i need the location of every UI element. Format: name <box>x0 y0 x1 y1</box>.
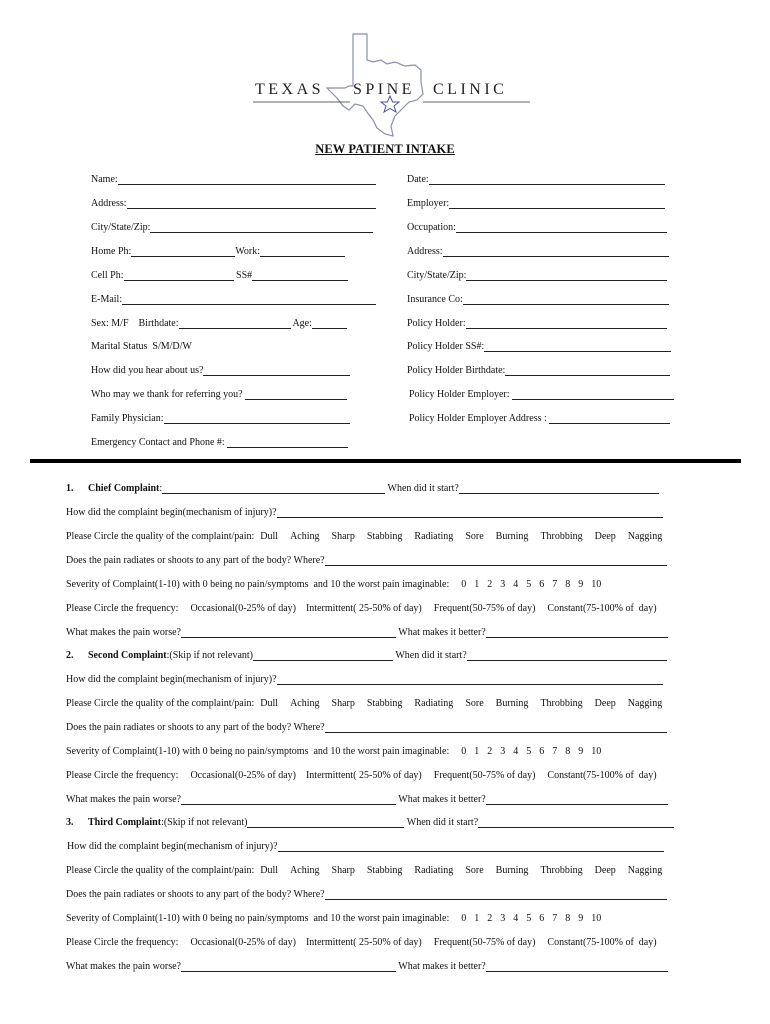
better-line[interactable] <box>486 627 668 638</box>
severity-row <box>66 910 601 924</box>
quality-option-stabbing[interactable]: Stabbing <box>366 698 403 709</box>
radiate-label: Does the pain radiates or shoots to any part of the body? Where? <box>66 555 325 566</box>
quality-option-stabbing[interactable]: Stabbing <box>366 531 403 542</box>
insurance-field <box>407 243 669 257</box>
frequency-row <box>66 600 657 614</box>
when-started-label: When did it start? <box>393 650 467 661</box>
insurance-field <box>407 219 667 233</box>
quality-row <box>66 862 662 876</box>
quality-option-deep[interactable]: Deep <box>594 865 616 876</box>
mechanism-label: How did the complaint begin(mechanism of injury)? <box>66 507 277 518</box>
field-input-line[interactable] <box>463 294 669 305</box>
patient-field <box>91 291 376 305</box>
patient-field <box>91 243 345 257</box>
severity-label: Severity of Complaint(1-10) with 0 being no pain/symptoms and 10 the worst pain imaginable: <box>66 746 450 757</box>
field-label: Insurance Co: <box>407 294 463 305</box>
start-date-line[interactable] <box>467 650 667 661</box>
insurance-field <box>407 362 670 376</box>
quality-option-throbbing[interactable]: Throbbing <box>540 531 583 542</box>
quality-option-dull[interactable]: Dull <box>260 865 279 876</box>
severity-option-8[interactable]: 8 <box>565 913 571 924</box>
quality-option-deep[interactable]: Deep <box>594 531 616 542</box>
field-label: Age: <box>290 318 312 329</box>
complaint-title: Second Complaint <box>88 650 167 661</box>
frequency-option-1[interactable]: Occasional(0-25% of day) <box>190 770 296 781</box>
mechanism-label: How did the complaint begin(mechanism of injury)? <box>67 841 278 852</box>
worse-better-row <box>66 624 668 638</box>
radiate-label: Does the pain radiates or shoots to any part of the body? Where? <box>66 722 325 733</box>
quality-option-aching[interactable]: Aching <box>290 531 320 542</box>
quality-option-throbbing[interactable]: Throbbing <box>540 865 583 876</box>
worse-line[interactable] <box>181 794 396 805</box>
start-date-line[interactable] <box>478 817 674 828</box>
mechanism-label: How did the complaint begin(mechanism of injury)? <box>66 674 277 685</box>
field-input-line[interactable] <box>443 246 669 257</box>
field-label: Sex: M/F Birthdate: <box>91 318 179 329</box>
clinic-name-clinic: CLINIC <box>433 81 508 98</box>
complaint-header <box>66 647 667 661</box>
mechanism-row <box>66 504 663 518</box>
severity-label: Severity of Complaint(1-10) with 0 being no pain/symptoms and 10 the worst pain imaginable: <box>66 913 450 924</box>
when-started-label: When did it start? <box>404 817 479 828</box>
severity-option-7[interactable]: 7 <box>552 746 558 757</box>
severity-option-10[interactable]: 10 <box>591 746 602 757</box>
when-started-label: When did it start? <box>385 483 459 494</box>
field-label: Emergency Contact and Phone #: <box>91 437 228 448</box>
quality-row <box>66 695 662 709</box>
field-label: Date: <box>407 174 429 185</box>
texas-spine-clinic-logo <box>245 30 540 140</box>
severity-option-2[interactable]: 2 <box>487 579 493 590</box>
complaint-title: Third Complaint <box>88 817 162 828</box>
field-input-line[interactable] <box>260 246 345 257</box>
severity-option-7[interactable]: 7 <box>552 913 558 924</box>
frequency-option-4[interactable]: Constant(75-100% of day) <box>547 770 657 781</box>
section-divider <box>30 459 741 463</box>
field-input-line[interactable] <box>179 318 291 329</box>
radiate-line[interactable] <box>325 889 667 900</box>
frequency-option-4[interactable]: Constant(75-100% of day) <box>547 937 657 948</box>
quality-option-nagging[interactable]: Nagging <box>627 865 663 876</box>
frequency-option-4[interactable]: Constant(75-100% of day) <box>547 603 657 614</box>
field-label: SS# <box>233 270 253 281</box>
field-input-line[interactable] <box>549 413 670 424</box>
quality-option-radiating[interactable]: Radiating <box>414 531 454 542</box>
quality-option-sore[interactable]: Sore <box>465 698 484 709</box>
field-label: Policy Holder: <box>407 318 466 329</box>
field-input-line[interactable] <box>131 246 235 257</box>
mechanism-line[interactable] <box>278 841 664 852</box>
patient-field <box>91 219 373 233</box>
field-label: Employer: <box>407 198 450 209</box>
field-input-line[interactable] <box>164 413 350 424</box>
radiate-row <box>66 719 667 733</box>
severity-option-5[interactable]: 5 <box>526 579 532 590</box>
worse-line[interactable] <box>181 961 396 972</box>
better-label: What makes it better? <box>395 961 486 972</box>
radiate-row <box>66 552 667 566</box>
field-label: Cell Ph: <box>91 270 124 281</box>
frequency-row <box>66 934 657 948</box>
field-label: Policy Holder SS#: <box>407 341 485 352</box>
severity-option-2[interactable]: 2 <box>487 913 493 924</box>
insurance-field <box>407 291 669 305</box>
field-input-line[interactable] <box>150 222 373 233</box>
severity-option-6[interactable]: 6 <box>539 746 545 757</box>
field-input-line[interactable] <box>245 389 347 400</box>
field-input-line[interactable] <box>312 318 347 329</box>
field-input-line[interactable] <box>505 365 670 376</box>
field-label: Who may we thank for referring you? <box>91 389 246 400</box>
frequency-option-1[interactable]: Occasional(0-25% of day) <box>190 603 296 614</box>
quality-label: Please Circle the quality of the complaint/pain: <box>66 698 255 709</box>
field-label: Marital Status S/M/D/W <box>91 341 192 352</box>
severity-option-3[interactable]: 3 <box>500 746 506 757</box>
quality-label: Please Circle the quality of the complaint/pain: <box>66 865 255 876</box>
quality-option-sharp[interactable]: Sharp <box>331 698 355 709</box>
form-title: NEW PATIENT INTAKE <box>315 142 455 156</box>
field-input-line[interactable] <box>227 437 348 448</box>
insurance-field <box>407 315 667 329</box>
quality-option-sharp[interactable]: Sharp <box>331 865 355 876</box>
complaint-number: 1. <box>66 483 74 494</box>
severity-option-4[interactable]: 4 <box>513 579 519 590</box>
severity-option-8[interactable]: 8 <box>565 579 571 590</box>
patient-field <box>91 338 192 352</box>
severity-option-1[interactable]: 1 <box>474 579 480 590</box>
mechanism-row <box>67 838 664 852</box>
patient-field <box>91 171 376 185</box>
worse-line[interactable] <box>181 627 396 638</box>
worse-better-row <box>66 791 668 805</box>
severity-option-2[interactable]: 2 <box>487 746 493 757</box>
quality-option-burning[interactable]: Burning <box>495 865 529 876</box>
quality-label: Please Circle the quality of the complaint/pain: <box>66 531 255 542</box>
severity-option-5[interactable]: 5 <box>526 913 532 924</box>
insurance-field <box>409 410 670 424</box>
mechanism-row <box>66 671 663 685</box>
quality-row <box>66 528 662 542</box>
patient-field <box>91 386 347 400</box>
field-input-line[interactable] <box>466 318 667 329</box>
severity-option-9[interactable]: 9 <box>578 579 584 590</box>
severity-option-5[interactable]: 5 <box>526 746 532 757</box>
frequency-label: Please Circle the frequency: <box>66 603 179 614</box>
severity-option-0[interactable]: 0 <box>461 579 467 590</box>
severity-option-9[interactable]: 9 <box>578 913 584 924</box>
quality-option-nagging[interactable]: Nagging <box>627 531 663 542</box>
frequency-option-2[interactable]: Intermittent( 25-50% of day) <box>305 770 422 781</box>
severity-option-4[interactable]: 4 <box>513 746 519 757</box>
field-label: City/State/Zip: <box>91 222 151 233</box>
severity-option-6[interactable]: 6 <box>539 913 545 924</box>
quality-option-dull[interactable]: Dull <box>260 698 279 709</box>
field-label: Work: <box>235 246 261 257</box>
field-input-line[interactable] <box>127 198 376 209</box>
field-label: Home Ph: <box>91 246 132 257</box>
severity-label: Severity of Complaint(1-10) with 0 being no pain/symptoms and 10 the worst pain imaginable: <box>66 579 450 590</box>
quality-option-deep[interactable]: Deep <box>594 698 616 709</box>
frequency-row <box>66 767 657 781</box>
quality-option-radiating[interactable]: Radiating <box>414 698 454 709</box>
insurance-field <box>407 267 667 281</box>
field-label: How did you hear about us? <box>91 365 204 376</box>
complaint-suffix: : <box>159 483 163 494</box>
complaint-number: 3. <box>66 817 74 828</box>
field-input-line[interactable] <box>484 341 671 352</box>
complaint-description-line[interactable] <box>253 650 393 661</box>
quality-option-dull[interactable]: Dull <box>260 531 279 542</box>
field-input-line[interactable] <box>124 270 234 281</box>
patient-field <box>91 410 350 424</box>
quality-option-aching[interactable]: Aching <box>290 865 320 876</box>
field-label: E-Mail: <box>91 294 123 305</box>
complaint-description-line[interactable] <box>162 483 385 494</box>
field-label: City/State/Zip: <box>407 270 467 281</box>
field-label: Address: <box>91 198 127 209</box>
severity-row <box>66 576 601 590</box>
quality-option-sore[interactable]: Sore <box>465 531 484 542</box>
quality-option-sore[interactable]: Sore <box>465 865 484 876</box>
field-input-line[interactable] <box>512 389 674 400</box>
field-label: Policy Holder Employer Address : <box>409 413 550 424</box>
severity-option-3[interactable]: 3 <box>500 913 506 924</box>
severity-option-1[interactable]: 1 <box>474 746 480 757</box>
quality-option-radiating[interactable]: Radiating <box>414 865 454 876</box>
field-label: Policy Holder Employer: <box>409 389 513 400</box>
field-label: Address: <box>407 246 443 257</box>
frequency-label: Please Circle the frequency: <box>66 770 179 781</box>
complaint-suffix: :(Skip if not relevant) <box>161 817 248 828</box>
complaint-description-line[interactable] <box>247 817 404 828</box>
quality-option-nagging[interactable]: Nagging <box>627 698 663 709</box>
start-date-line[interactable] <box>459 483 659 494</box>
frequency-option-3[interactable]: Frequent(50-75% of day) <box>433 770 536 781</box>
complaint-header <box>66 814 674 828</box>
severity-option-6[interactable]: 6 <box>539 579 545 590</box>
star-icon <box>381 96 399 112</box>
mechanism-line[interactable] <box>277 507 663 518</box>
frequency-label: Please Circle the frequency: <box>66 937 179 948</box>
better-label: What makes it better? <box>395 627 486 638</box>
field-input-line[interactable] <box>252 270 348 281</box>
quality-option-sharp[interactable]: Sharp <box>331 531 355 542</box>
better-line[interactable] <box>486 794 668 805</box>
frequency-option-1[interactable]: Occasional(0-25% of day) <box>190 937 296 948</box>
insurance-field <box>407 195 665 209</box>
patient-field <box>91 195 376 209</box>
insurance-field <box>407 338 671 352</box>
insurance-field <box>407 171 665 185</box>
quality-option-throbbing[interactable]: Throbbing <box>540 698 583 709</box>
quality-option-stabbing[interactable]: Stabbing <box>366 865 403 876</box>
radiate-line[interactable] <box>325 555 667 566</box>
severity-option-8[interactable]: 8 <box>565 746 571 757</box>
severity-row <box>66 743 601 757</box>
clinic-name-spine: SPINE <box>353 81 415 98</box>
field-input-line[interactable] <box>429 174 665 185</box>
field-input-line[interactable] <box>203 365 350 376</box>
field-label: Policy Holder Birthdate: <box>407 365 506 376</box>
field-label: Occupation: <box>407 222 456 233</box>
complaint-suffix: :(Skip if not relevant) <box>166 650 253 661</box>
clinic-name-texas: TEXAS <box>255 81 325 98</box>
field-label: Name: <box>91 174 118 185</box>
worse-label: What makes the pain worse? <box>66 627 181 638</box>
severity-option-10[interactable]: 10 <box>591 913 602 924</box>
field-input-line[interactable] <box>122 294 376 305</box>
worse-label: What makes the pain worse? <box>66 961 181 972</box>
radiate-label: Does the pain radiates or shoots to any part of the body? Where? <box>66 889 325 900</box>
field-input-line[interactable] <box>466 270 667 281</box>
frequency-option-2[interactable]: Intermittent( 25-50% of day) <box>305 603 422 614</box>
severity-option-0[interactable]: 0 <box>461 746 467 757</box>
field-input-line[interactable] <box>456 222 667 233</box>
complaint-number: 2. <box>66 650 74 661</box>
severity-option-10[interactable]: 10 <box>591 579 602 590</box>
radiate-row <box>66 886 667 900</box>
field-label: Family Physician: <box>91 413 164 424</box>
insurance-field <box>409 386 674 400</box>
severity-option-0[interactable]: 0 <box>461 913 467 924</box>
severity-option-9[interactable]: 9 <box>578 746 584 757</box>
patient-field <box>91 434 348 448</box>
quality-option-burning[interactable]: Burning <box>495 698 529 709</box>
severity-option-7[interactable]: 7 <box>552 579 558 590</box>
quality-option-aching[interactable]: Aching <box>290 698 320 709</box>
severity-option-4[interactable]: 4 <box>513 913 519 924</box>
frequency-option-2[interactable]: Intermittent( 25-50% of day) <box>305 937 422 948</box>
field-input-line[interactable] <box>449 198 665 209</box>
frequency-option-3[interactable]: Frequent(50-75% of day) <box>433 603 536 614</box>
patient-field <box>91 267 348 281</box>
better-line[interactable] <box>486 961 668 972</box>
quality-option-burning[interactable]: Burning <box>495 531 529 542</box>
complaint-title: Chief Complaint <box>88 483 160 494</box>
mechanism-line[interactable] <box>277 674 663 685</box>
severity-option-3[interactable]: 3 <box>500 579 506 590</box>
better-label: What makes it better? <box>395 794 486 805</box>
frequency-option-3[interactable]: Frequent(50-75% of day) <box>433 937 536 948</box>
radiate-line[interactable] <box>325 722 667 733</box>
complaint-header <box>66 480 659 494</box>
patient-field <box>91 362 350 376</box>
field-input-line[interactable] <box>118 174 376 185</box>
severity-option-1[interactable]: 1 <box>474 913 480 924</box>
worse-better-row <box>66 958 668 972</box>
worse-label: What makes the pain worse? <box>66 794 181 805</box>
patient-field <box>91 315 347 329</box>
